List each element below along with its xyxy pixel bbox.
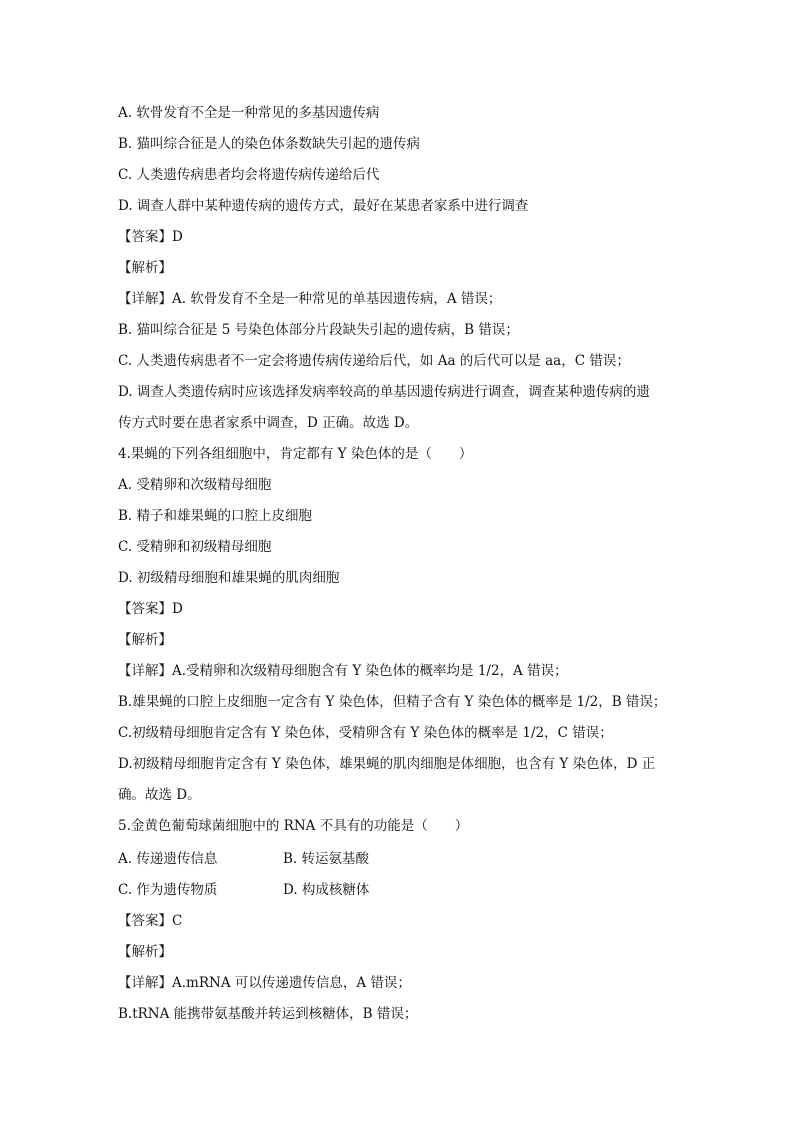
q4-option-c: C. 受精卵和初级精母细胞 <box>118 539 272 555</box>
q3-option-c: C. 人类遗传病患者均会将遗传病传递给后代 <box>118 167 380 183</box>
q3-option-b: B. 猫叫综合征是人的染色体条数缺失引起的遗传病 <box>118 136 421 152</box>
q5-detail-line: 【详解】A.mRNA 可以传递遗传信息，A 错误； <box>118 975 411 991</box>
q3-analysis-label: 【解析】 <box>118 260 172 276</box>
q3-detail-line: D. 调查人类遗传病时应该选择发病率较高的单基因遗传病进行调查，调查某种遗传病的遗 <box>118 384 650 400</box>
q3-detail-line: C. 人类遗传病患者不一定会将遗传病传递给后代，如 Aa 的后代可以是 aa，C 错误； <box>118 353 630 369</box>
q4-answer: 【答案】D <box>118 601 183 617</box>
q4-detail-line: D.初级精母细胞肯定含有 Y 染色体，雄果蝇的肌肉细胞是体细胞，也含有 Y 染色体，D 正 <box>118 756 656 772</box>
q3-detail-line: 【详解】A. 软骨发育不全是一种常见的单基因遗传病，A 错误； <box>118 291 502 307</box>
q5-option-b: B. 转运氨基酸 <box>283 851 370 867</box>
q5-analysis-label: 【解析】 <box>118 944 172 960</box>
q5-detail-line: B.tRNA 能携带氨基酸并转运到核糖体，B 错误； <box>118 1006 418 1022</box>
q3-detail-line: 传方式时要在患者家系中调查，D 正确。故选 D。 <box>118 415 419 431</box>
q5-option-d: D. 构成核糖体 <box>283 882 370 898</box>
q3-detail-line: B. 猫叫综合征是 5 号染色体部分片段缺失引起的遗传病，B 错误； <box>118 322 519 338</box>
q4-option-d: D. 初级精母细胞和雄果蝇的肌肉细胞 <box>118 570 340 586</box>
q4-detail-line: 【详解】A.受精卵和次级精母细胞含有 Y 染色体的概率均是 1/2，A 错误； <box>118 663 568 679</box>
q3-option-d: D. 调查人群中某种遗传病的遗传方式，最好在某患者家系中进行调查 <box>118 198 529 214</box>
q3-option-a: A. 软骨发育不全是一种常见的多基因遗传病 <box>118 105 380 121</box>
q5-option-a: A. 传递遗传信息 <box>118 851 218 867</box>
q3-answer: 【答案】D <box>118 229 183 245</box>
q5-stem: 5.金黄色葡萄球菌细胞中的 RNA 不具有的功能是（ ） <box>118 818 469 834</box>
q4-detail-line: C.初级精母细胞肯定含有 Y 染色体，受精卵含有 Y 染色体的概率是 1/2，C 错误； <box>118 725 613 741</box>
q4-option-a: A. 受精卵和次级精母细胞 <box>118 477 272 493</box>
q4-stem: 4.果蝇的下列各组细胞中，肯定都有 Y 染色体的是（ ） <box>118 446 473 462</box>
q4-analysis-label: 【解析】 <box>118 632 172 648</box>
q5-option-c: C. 作为遗传物质 <box>118 882 218 898</box>
q5-answer: 【答案】C <box>118 913 183 929</box>
q4-detail-line: B.雄果蝇的口腔上皮细胞一定含有 Y 染色体，但精子含有 Y 染色体的概率是 1/2，B 错误； <box>118 694 667 710</box>
q4-option-b: B. 精子和雄果蝇的口腔上皮细胞 <box>118 508 313 524</box>
q4-detail-line: 确。故选 D。 <box>118 787 201 803</box>
